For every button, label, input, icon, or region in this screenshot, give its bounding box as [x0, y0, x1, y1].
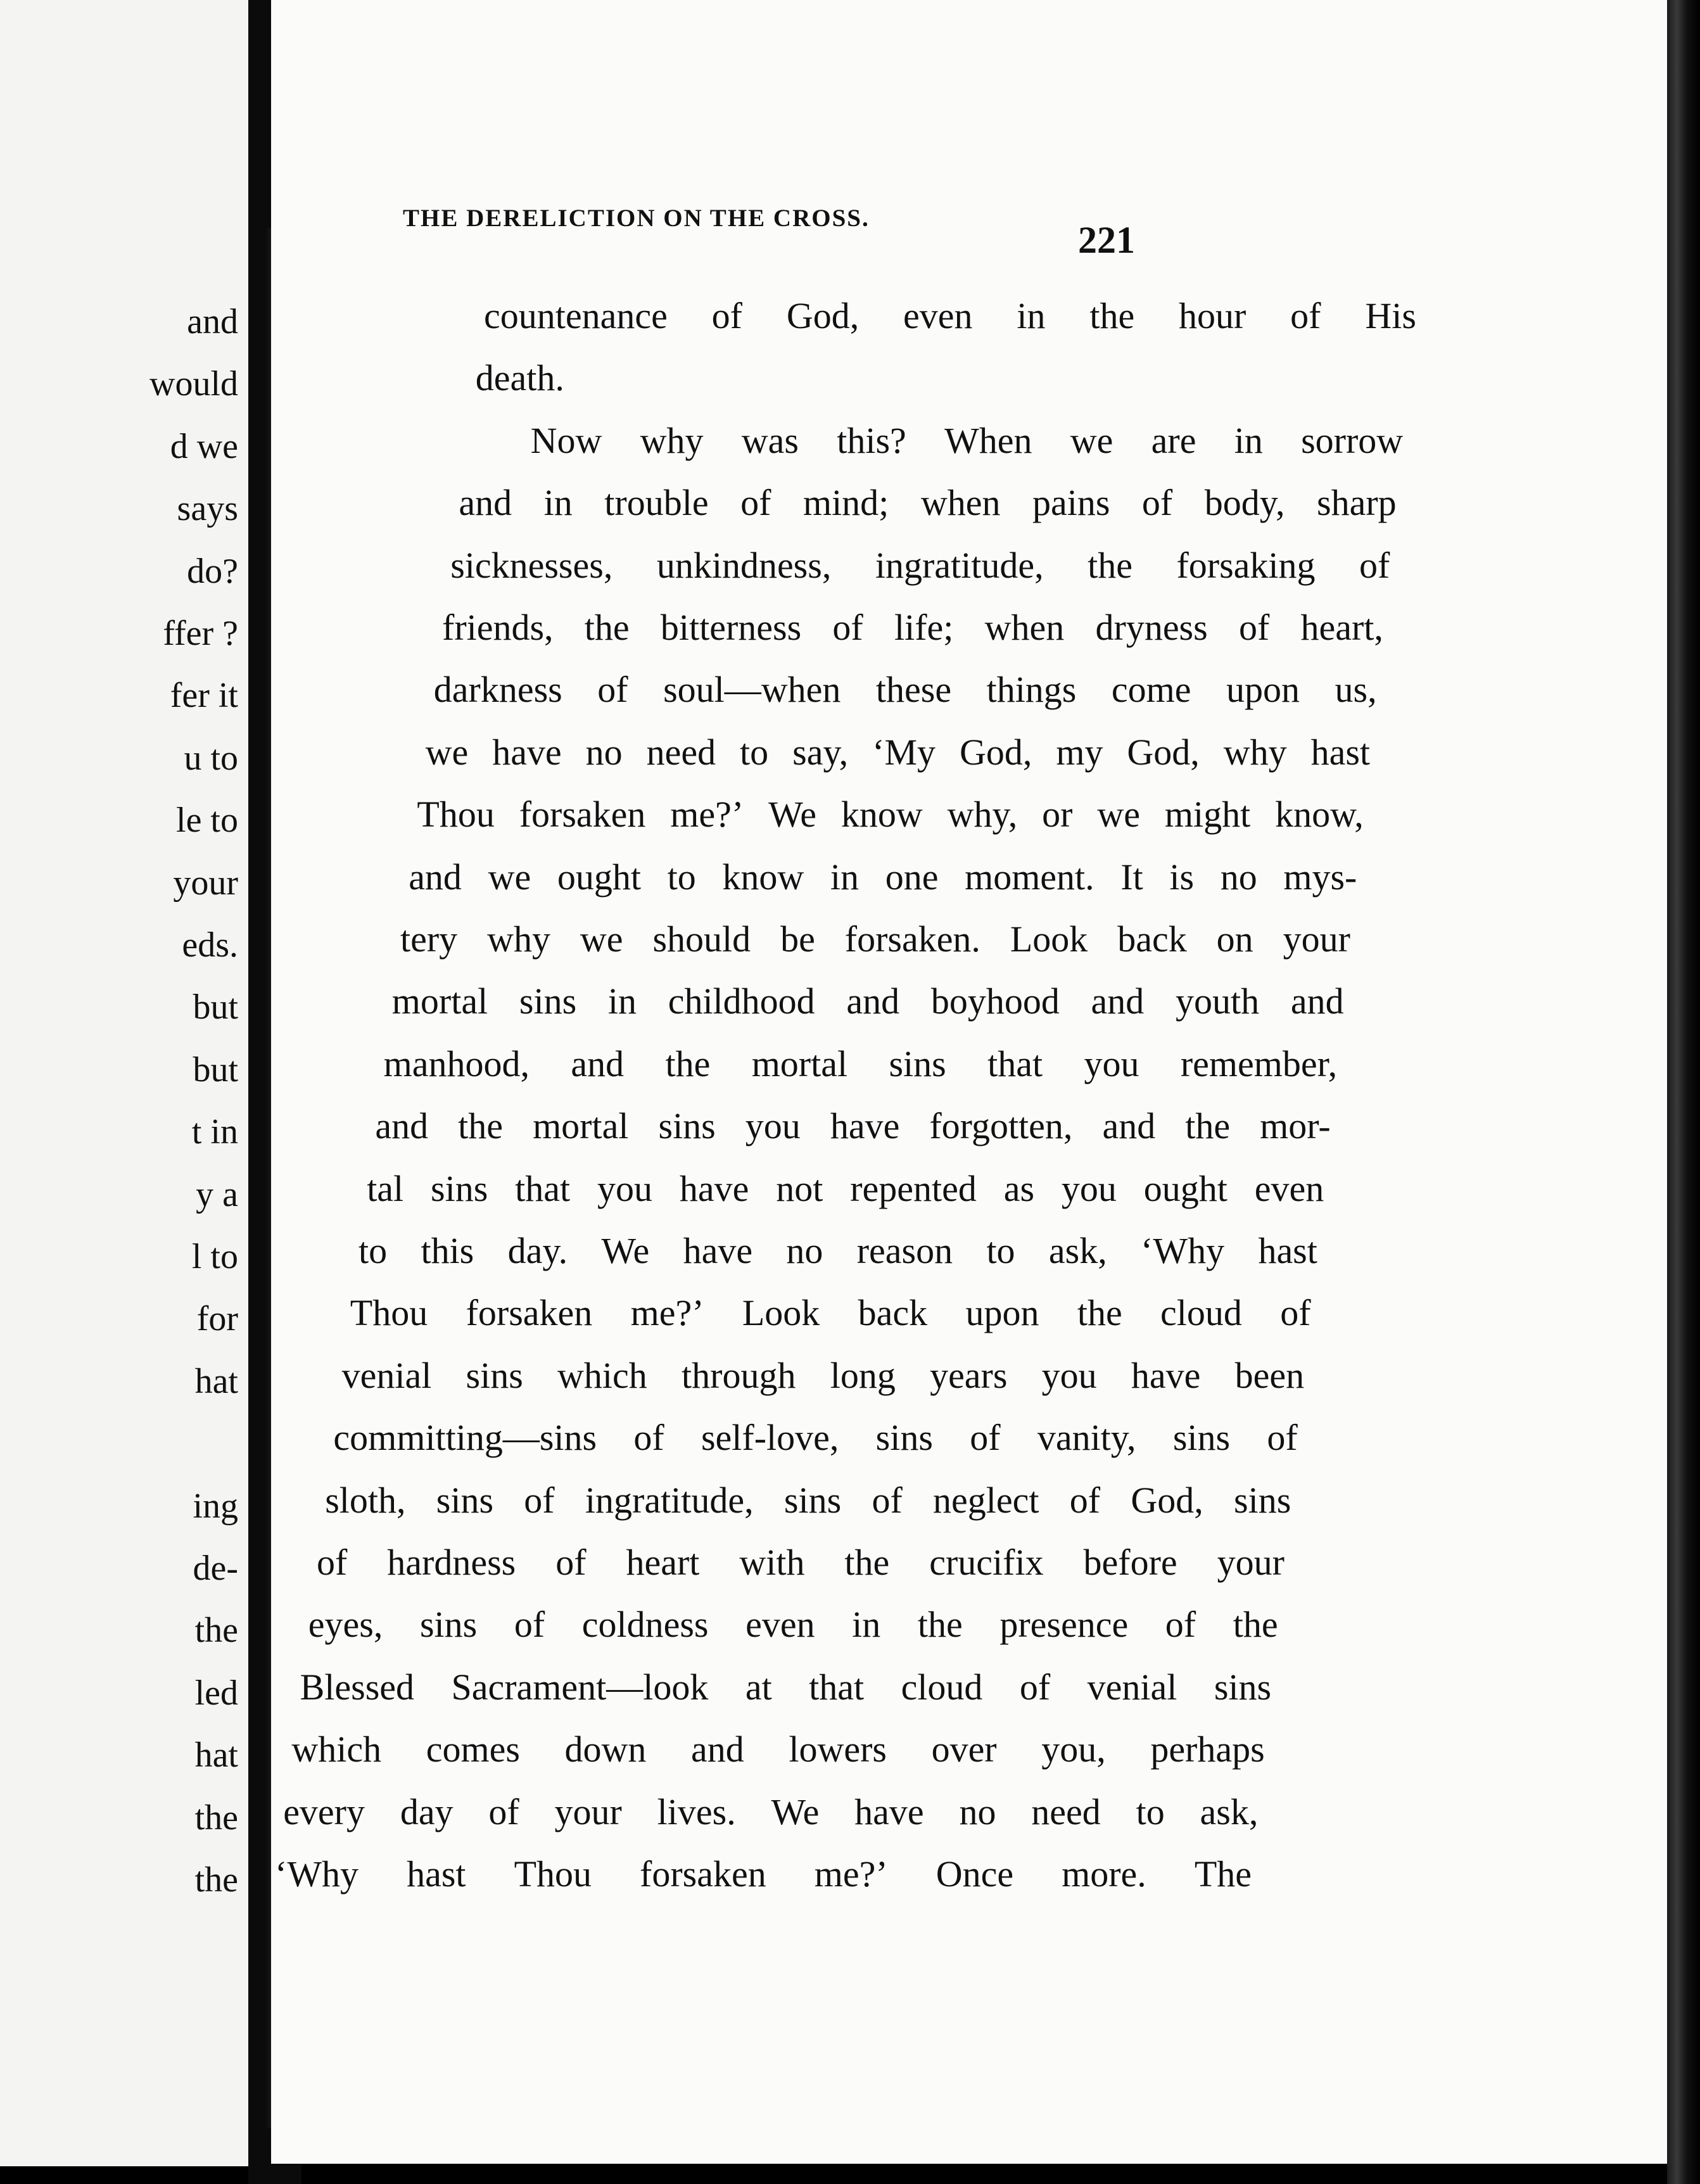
body-text-line: sloth, sins of ingratitude, sins of neglect of God, sins	[325, 1479, 1291, 1521]
body-text-line: and the mortal sins you have forgotten, and the mor-	[375, 1105, 1331, 1147]
body-text-line: to this day. We have no reason to ask, ‘Why hast	[358, 1230, 1317, 1271]
body-text-line: eyes, sins of coldness even in the presence of the	[308, 1604, 1278, 1646]
left-page-line: for	[196, 1299, 238, 1339]
body-text-line: Thou forsaken me?’ We know why, or we might know,	[417, 794, 1364, 835]
left-page-line: eds.	[182, 925, 238, 965]
left-page-line: le to	[176, 801, 238, 841]
body-text-line: Now why was this? When we are in sorrow	[530, 419, 1404, 461]
left-page-line: the	[194, 1611, 238, 1651]
body-text-line: sicknesses, unkindness, ingratitude, the forsaking of	[450, 544, 1390, 586]
left-page-line: and	[187, 302, 238, 341]
body-text-line: which comes down and lowers over you, perhaps	[291, 1729, 1265, 1770]
left-page-line: would	[149, 364, 238, 404]
left-page-line: y a	[196, 1174, 238, 1214]
left-page-line: the	[194, 1860, 238, 1900]
running-head: THE DERELICTION ON THE CROSS.	[403, 205, 870, 232]
page-number: 221	[1078, 219, 1135, 261]
body-text-line: Thou forsaken me?’ Look back upon the cloud of	[350, 1292, 1311, 1334]
body-text-line: darkness of soul—when these things come upon us,	[433, 669, 1377, 711]
body-text-line: Blessed Sacrament—look at that cloud of venial sins	[300, 1666, 1272, 1708]
body-text-line: mortal sins in childhood and boyhood and youth and	[391, 981, 1344, 1022]
left-page-line: do?	[187, 551, 238, 591]
body-text-line: venial sins which through long years you have been	[341, 1354, 1305, 1396]
body-text-line: ‘Why hast Thou forsaken me?’ Once more. The	[275, 1853, 1252, 1895]
body-text-line: tal sins that you have not repented as you ought even	[367, 1167, 1324, 1209]
left-page-line: but	[193, 1050, 238, 1089]
page-edge-shadow	[1667, 0, 1700, 2184]
body-text-line: every day of your lives. We have no need to ask,	[283, 1791, 1259, 1832]
body-text-line: manhood, and the mortal sins that you remember,	[383, 1043, 1338, 1084]
left-page-line: but	[193, 987, 238, 1027]
body-text-line: friends, the bitterness of life; when dryness of heart,	[442, 607, 1383, 648]
body-text-line: we have no need to say, ‘My God, my God, why hast	[425, 731, 1371, 773]
left-page-line: your	[173, 863, 238, 903]
left-page-line: t in	[191, 1112, 238, 1152]
left-page-line: d we	[170, 426, 238, 466]
left-page-line: says	[177, 489, 238, 529]
left-page-line: ffer ?	[163, 614, 238, 653]
left-page-line: u to	[184, 738, 238, 778]
body-text-line: of hardness of heart with the crucifix before your	[317, 1542, 1285, 1583]
body-text-line: committing—sins of self-love, sins of vanity, sins of	[333, 1417, 1298, 1459]
left-page-line: the	[194, 1798, 238, 1838]
left-page-line: hat	[194, 1361, 238, 1401]
body-text-line: and in trouble of mind; when pains of body, sharp	[459, 482, 1397, 524]
body-text-line: tery why we should be forsaken. Look back on your	[400, 918, 1350, 960]
left-page-line: led	[194, 1673, 238, 1713]
left-page-line: de-	[193, 1549, 238, 1588]
left-facing-page	[0, 0, 248, 2166]
left-page-line: l to	[191, 1237, 238, 1276]
left-page-line: fer it	[170, 676, 238, 716]
left-page-line: hat	[194, 1736, 238, 1775]
body-text-line: and we ought to know in one moment. It is no mys-	[409, 856, 1357, 898]
body-text-line: death.	[475, 357, 564, 399]
body-text-line: countenance of God, even in the hour of His	[484, 295, 1416, 336]
left-page-line: ing	[193, 1486, 238, 1526]
